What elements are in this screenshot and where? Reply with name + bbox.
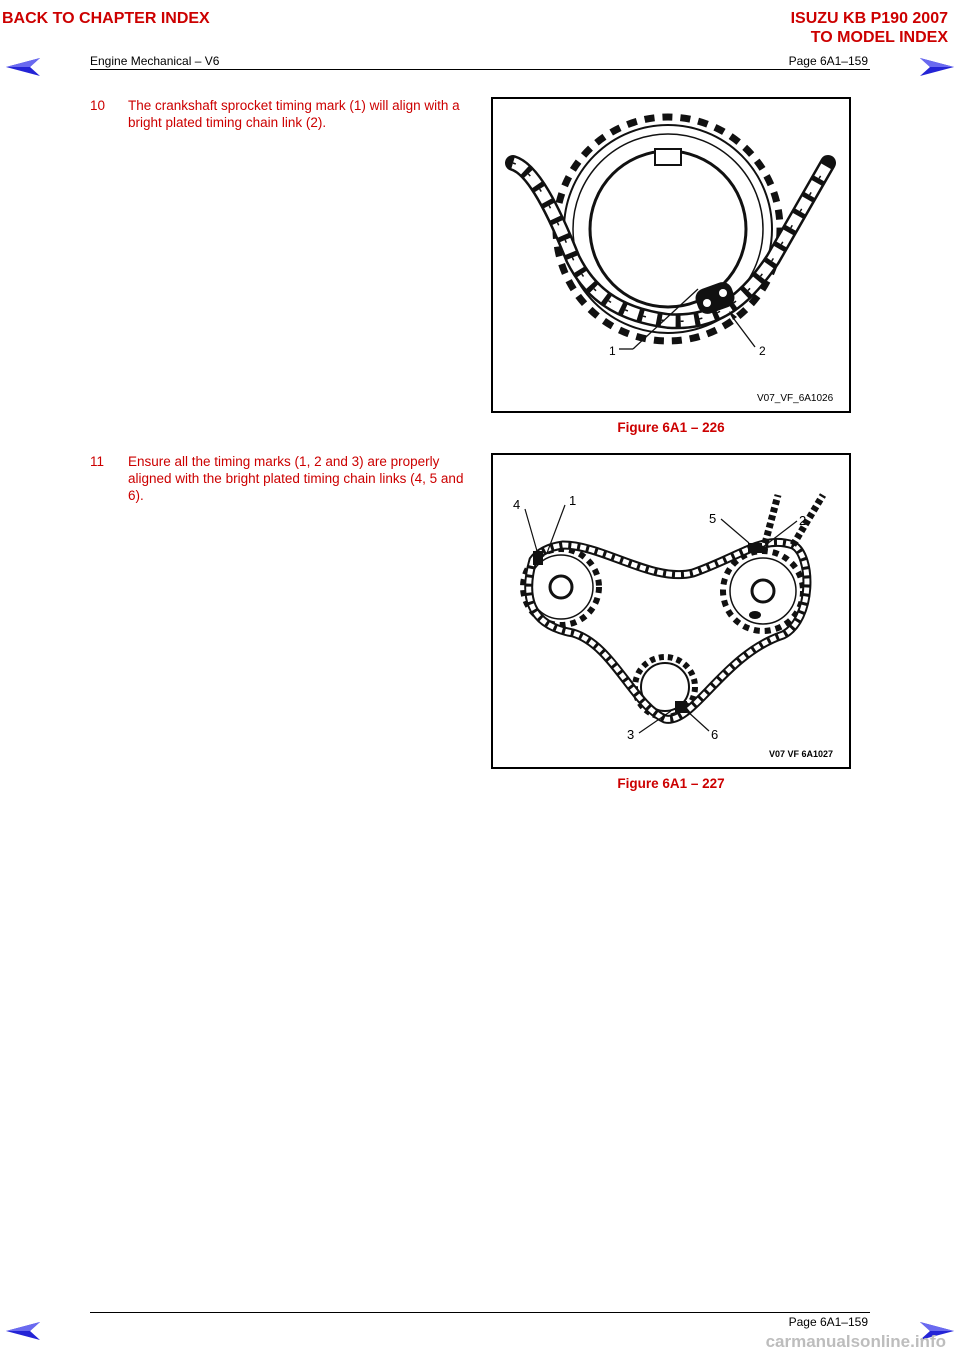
figure-label: 2 <box>799 513 807 528</box>
timing-chain-illustration <box>493 455 849 767</box>
step-number: 11 <box>90 454 105 469</box>
section-title: Engine Mechanical – V6 <box>90 54 220 68</box>
figure-label: 2 <box>759 344 766 358</box>
figure-226 <box>491 97 851 413</box>
image-code: V07_VF_6A1026 <box>757 393 834 404</box>
back-to-chapter-index-link[interactable]: BACK TO CHAPTER INDEX <box>2 10 210 27</box>
model-title: ISUZU KB P190 2007 <box>790 10 948 27</box>
footer-rule <box>90 1312 870 1313</box>
crankshaft-sprocket-illustration <box>493 99 849 411</box>
figure-label: 6 <box>711 727 719 742</box>
next-page-arrow-icon[interactable] <box>920 58 954 76</box>
figure-label: 1 <box>569 493 577 508</box>
image-code: V07 VF 6A1027 <box>769 749 834 759</box>
previous-page-arrow-icon[interactable] <box>6 58 40 76</box>
figure-caption: Figure 6A1 – 227 <box>617 776 725 791</box>
to-model-index-link[interactable]: TO MODEL INDEX <box>810 29 948 46</box>
footer-page-number: Page 6A1–159 <box>788 1315 868 1329</box>
figure-label: 1 <box>609 344 616 358</box>
figure-label: 4 <box>513 497 521 512</box>
figure-227 <box>491 453 851 769</box>
figure-label: 5 <box>709 511 717 526</box>
step-text: Ensure all the timing marks (1, 2 and 3) are properly aligned with the bright plated timing chain links (4, 5 and 6). <box>128 454 464 503</box>
figure-label: 3 <box>627 727 635 742</box>
watermark: carmanualsonline.info <box>765 1332 946 1351</box>
step-number: 10 <box>90 98 106 113</box>
figure-caption: Figure 6A1 – 226 <box>617 420 725 435</box>
header-page-number: Page 6A1–159 <box>788 54 868 68</box>
step-text: The crankshaft sprocket timing mark (1) will align with a bright plated timing chain link (2). <box>128 98 460 130</box>
header-rule <box>90 69 870 70</box>
previous-page-arrow-icon[interactable] <box>6 1322 40 1340</box>
